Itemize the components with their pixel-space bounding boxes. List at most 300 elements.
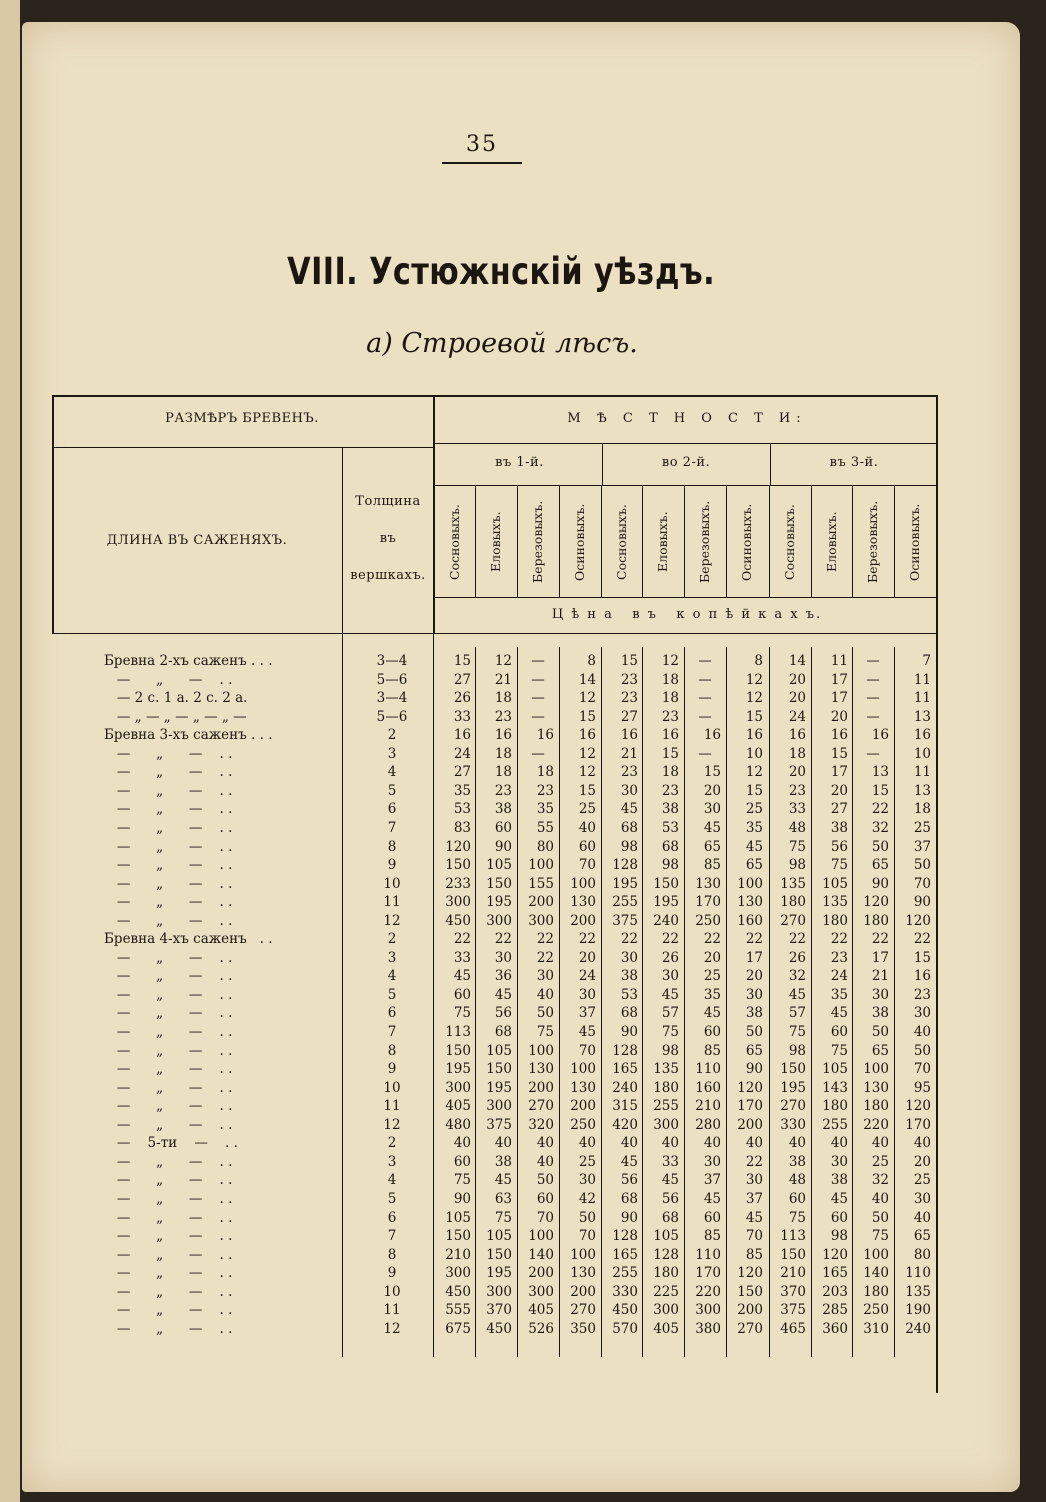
price-cell: 50 — [913, 1042, 931, 1059]
price-cell: 11 — [830, 653, 848, 669]
price-cell: 25 — [871, 1153, 889, 1170]
row-length-label: — „ — . . — [104, 1265, 233, 1282]
table-row — [52, 1247, 938, 1266]
row-thickness: 11 — [383, 1098, 401, 1115]
price-cell: 75 — [871, 1228, 889, 1245]
price-cell: 24 — [788, 708, 806, 725]
price-cell: — — [866, 671, 880, 688]
row-thickness: 11 — [383, 1302, 401, 1319]
price-cell: 90 — [913, 894, 931, 911]
row-thickness: 7 — [387, 1228, 397, 1245]
price-cell: 56 — [620, 1172, 638, 1189]
price-cell: 270 — [737, 1320, 763, 1337]
price-cell: 18 — [788, 745, 806, 762]
price-cell: 100 — [570, 1061, 596, 1078]
price-cell: 20 — [788, 671, 806, 688]
table-row — [52, 1284, 938, 1303]
species-header: Березовыхъ. — [697, 500, 712, 584]
species-header: Березовыхъ. — [865, 500, 880, 584]
price-cell: 570 — [612, 1320, 638, 1337]
price-cell: 45 — [745, 1209, 763, 1226]
price-cell: 113 — [780, 1228, 806, 1245]
price-cell: 16 — [913, 727, 931, 744]
price-cell: 50 — [578, 1209, 596, 1226]
price-cell: 57 — [788, 1005, 806, 1022]
price-cell: 38 — [830, 1172, 848, 1189]
price-cell: 22 — [871, 931, 889, 948]
row-thickness: 10 — [383, 875, 401, 892]
price-cell: 16 — [913, 968, 931, 985]
price-cell: 170 — [737, 1098, 763, 1115]
price-cell: 300 — [653, 1302, 679, 1319]
price-cell: 12 — [494, 653, 512, 669]
price-cell: 22 — [453, 931, 471, 948]
row-thickness: 11 — [383, 894, 401, 911]
price-cell: 20 — [913, 1153, 931, 1170]
price-cell: 130 — [695, 875, 721, 892]
row-thickness: 2 — [387, 727, 397, 744]
price-cell: 37 — [703, 1172, 721, 1189]
document-page — [22, 22, 1020, 1492]
row-thickness: 6 — [387, 1005, 397, 1022]
price-cell: 60 — [830, 1209, 848, 1226]
price-cell: 220 — [863, 1116, 889, 1133]
price-cell: 160 — [695, 1079, 721, 1096]
price-cell: — — [531, 671, 545, 688]
price-cell: 53 — [620, 986, 638, 1003]
price-cell: 65 — [703, 838, 721, 855]
row-length-label: — „ — . . — [104, 838, 233, 855]
price-cell: 22 — [494, 931, 512, 948]
row-thickness: 7 — [387, 1024, 397, 1040]
price-cell: 150 — [780, 1246, 806, 1263]
row-thickness: 5 — [387, 782, 397, 799]
header-places: М Ѣ С Т Н О С Т И: — [567, 411, 807, 426]
price-cell: 220 — [695, 1283, 721, 1300]
price-cell: 65 — [745, 1042, 763, 1059]
price-cell: 75 — [536, 1024, 554, 1040]
row-length-label: — „ — „ — „ — „ — — [104, 708, 247, 725]
price-cell: 450 — [612, 1302, 638, 1319]
price-cell: 17 — [830, 690, 848, 707]
price-cell: 98 — [661, 1042, 679, 1059]
price-cell: 370 — [486, 1302, 512, 1319]
price-cell: 22 — [745, 931, 763, 948]
row-length-label: Бревна 3-хъ саженъ . . . — [104, 727, 273, 744]
price-cell: 16 — [453, 727, 471, 744]
price-cell: 22 — [578, 931, 596, 948]
table-row — [52, 1135, 938, 1154]
price-cell: 65 — [745, 857, 763, 874]
price-cell: 16 — [494, 727, 512, 744]
price-cell: 20 — [788, 690, 806, 707]
price-cell: 38 — [788, 1153, 806, 1170]
price-cell: 195 — [486, 1265, 512, 1282]
price-cell: 16 — [661, 727, 679, 744]
row-thickness: 4 — [387, 968, 397, 985]
price-cell: 30 — [703, 801, 721, 818]
price-cell: 170 — [695, 1265, 721, 1282]
price-cell: 15 — [453, 653, 471, 669]
price-cell: 56 — [830, 838, 848, 855]
price-cell: 20 — [830, 782, 848, 799]
price-cell: 233 — [445, 875, 471, 892]
price-cell: 15 — [871, 782, 889, 799]
price-cell: 12 — [745, 764, 763, 781]
price-cell: 23 — [788, 782, 806, 799]
price-cell: 98 — [830, 1228, 848, 1245]
table-rule — [852, 485, 853, 597]
price-cell: 60 — [788, 1190, 806, 1207]
price-cell: 165 — [822, 1265, 848, 1282]
row-thickness: 3 — [387, 1153, 397, 1170]
price-cell: 75 — [453, 1005, 471, 1022]
price-cell: 20 — [830, 708, 848, 725]
row-length-label: — „ — . . — [104, 1302, 233, 1319]
price-cell: 315 — [612, 1098, 638, 1115]
price-cell: 23 — [620, 671, 638, 688]
price-cell: 150 — [653, 875, 679, 892]
price-cell: 21 — [494, 671, 512, 688]
price-cell: 100 — [863, 1061, 889, 1078]
price-cell: 450 — [445, 1283, 471, 1300]
price-cell: 200 — [737, 1302, 763, 1319]
section-title: VIII. Устюжнскій уѣздъ. — [287, 250, 716, 293]
price-cell: 27 — [453, 764, 471, 781]
price-cell: 32 — [871, 1172, 889, 1189]
price-cell: 380 — [695, 1320, 721, 1337]
species-header: Сосновыхъ. — [614, 504, 629, 580]
row-length-label: — „ — . . — [104, 745, 233, 762]
price-cell: 300 — [653, 1116, 679, 1133]
price-cell: 180 — [822, 1098, 848, 1115]
price-cell: 200 — [570, 912, 596, 929]
table-row — [52, 931, 938, 950]
price-cell: 68 — [620, 819, 638, 836]
price-cell: 105 — [822, 1061, 848, 1078]
row-thickness: 9 — [387, 1061, 397, 1078]
price-cell: 45 — [494, 986, 512, 1003]
price-cell: 68 — [494, 1024, 512, 1040]
price-cell: 23 — [913, 986, 931, 1003]
price-cell: 33 — [788, 801, 806, 818]
price-cell: 150 — [486, 1061, 512, 1078]
table-row — [52, 653, 938, 672]
price-cell: 105 — [653, 1228, 679, 1245]
price-cell: 120 — [905, 1098, 931, 1115]
table-rule — [342, 447, 343, 633]
table-rule — [894, 485, 895, 597]
row-thickness: 5—6 — [376, 671, 408, 688]
price-cell: 75 — [788, 1024, 806, 1040]
table-row — [52, 1098, 938, 1117]
price-cell: 8 — [754, 653, 763, 669]
price-cell: 22 — [620, 931, 638, 948]
price-cell: 30 — [703, 1153, 721, 1170]
price-cell: 120 — [445, 838, 471, 855]
table-rule — [435, 485, 936, 486]
table-rule — [475, 485, 476, 597]
price-cell: 70 — [578, 1042, 596, 1059]
price-cell: 50 — [871, 1209, 889, 1226]
price-cell: 30 — [913, 1190, 931, 1207]
price-cell: 130 — [570, 1265, 596, 1282]
price-cell: 38 — [830, 819, 848, 836]
row-length-label: — „ — . . — [104, 819, 233, 836]
price-cell: 22 — [536, 931, 554, 948]
row-length-label: — „ — . . — [104, 782, 233, 799]
price-cell: 10 — [745, 745, 763, 762]
price-cell: 150 — [737, 1283, 763, 1300]
table-row — [52, 783, 938, 802]
price-cell: 45 — [453, 968, 471, 985]
species-header: Еловыхъ. — [824, 511, 839, 573]
section-subtitle: a) Строевой лѣсъ. — [366, 328, 638, 359]
price-cell: 26 — [661, 949, 679, 966]
species-header: Осиновыхъ. — [572, 503, 587, 581]
price-cell: 270 — [780, 912, 806, 929]
price-cell: 320 — [528, 1116, 554, 1133]
price-cell: 16 — [578, 727, 596, 744]
price-cell: 280 — [695, 1116, 721, 1133]
price-cell: 45 — [703, 1005, 721, 1022]
price-cell: 170 — [695, 894, 721, 911]
price-cell: 105 — [486, 1228, 512, 1245]
price-cell: 20 — [703, 949, 721, 966]
price-cell: 22 — [871, 801, 889, 818]
price-cell: 23 — [494, 708, 512, 725]
price-cell: 33 — [453, 708, 471, 725]
price-cell: 190 — [905, 1302, 931, 1319]
price-cell: 200 — [737, 1116, 763, 1133]
price-cell: 15 — [661, 745, 679, 762]
price-cell: 63 — [494, 1190, 512, 1207]
price-cell: 24 — [830, 968, 848, 985]
price-cell: 13 — [913, 782, 931, 799]
header-thickness-line: въ — [379, 531, 397, 546]
price-cell: 18 — [494, 690, 512, 707]
price-cell: 22 — [661, 931, 679, 948]
price-cell: 300 — [695, 1302, 721, 1319]
row-length-label: — „ — . . — [104, 875, 233, 892]
price-cell: 526 — [528, 1320, 554, 1337]
price-cell: 45 — [620, 1153, 638, 1170]
price-cell: 30 — [578, 986, 596, 1003]
price-cell: 8 — [587, 653, 596, 669]
row-length-label: — „ — . . — [104, 1246, 233, 1263]
price-cell: 36 — [494, 968, 512, 985]
table-row — [52, 839, 938, 858]
table-rule — [559, 485, 560, 597]
price-cell: 200 — [528, 1079, 554, 1096]
price-cell: 85 — [745, 1246, 763, 1263]
price-cell: 98 — [788, 1042, 806, 1059]
price-cell: 90 — [620, 1024, 638, 1040]
price-cell: 465 — [780, 1320, 806, 1337]
species-header: Сосновыхъ. — [782, 504, 797, 580]
price-cell: 27 — [453, 671, 471, 688]
price-cell: 32 — [871, 819, 889, 836]
price-cell: 16 — [788, 727, 806, 744]
price-cell: 37 — [913, 838, 931, 855]
table-row — [52, 968, 938, 987]
table-row — [52, 1302, 938, 1321]
price-cell: 375 — [486, 1116, 512, 1133]
price-cell: 60 — [453, 986, 471, 1003]
page-number-rule — [442, 162, 522, 164]
row-length-label: — „ — . . — [104, 1320, 233, 1337]
table-rule — [602, 443, 603, 485]
price-cell: 90 — [745, 1061, 763, 1078]
table-row — [52, 857, 938, 876]
table-row — [52, 1080, 938, 1099]
locality-1: въ 1-й. — [495, 455, 544, 470]
price-cell: 18 — [913, 801, 931, 818]
price-cell: 40 — [578, 819, 596, 836]
table-rule — [642, 485, 643, 597]
price-cell: 75 — [661, 1024, 679, 1040]
price-cell: 22 — [788, 931, 806, 948]
price-cell: 100 — [737, 875, 763, 892]
price-cell: 40 — [536, 1135, 554, 1152]
price-cell: 30 — [871, 986, 889, 1003]
row-length-label: — „ — . . — [104, 968, 233, 985]
price-cell: 37 — [745, 1190, 763, 1207]
table-row — [52, 672, 938, 691]
price-cell: 45 — [661, 986, 679, 1003]
price-cell: 18 — [661, 671, 679, 688]
price-cell: 270 — [528, 1098, 554, 1115]
row-thickness: 5 — [387, 986, 397, 1003]
price-cell: 21 — [871, 968, 889, 985]
price-cell: — — [866, 708, 880, 725]
price-cell: 195 — [612, 875, 638, 892]
price-cell: 35 — [703, 986, 721, 1003]
price-cell: 110 — [695, 1246, 721, 1263]
table-row — [52, 894, 938, 913]
price-cell: — — [698, 690, 712, 707]
price-cell: 135 — [653, 1061, 679, 1078]
table-row — [52, 987, 938, 1006]
price-cell: 20 — [703, 782, 721, 799]
price-cell: 160 — [737, 912, 763, 929]
price-cell: 105 — [445, 1209, 471, 1226]
price-cell: 60 — [830, 1024, 848, 1040]
price-cell: 45 — [745, 838, 763, 855]
row-thickness: 8 — [387, 1246, 397, 1263]
species-header: Еловыхъ. — [655, 511, 670, 573]
header-thickness — [342, 483, 434, 594]
price-cell: 150 — [445, 1228, 471, 1245]
row-length-label: — „ — . . — [104, 1116, 233, 1133]
previous-page-edge — [0, 0, 20, 1502]
price-cell: 135 — [822, 894, 848, 911]
price-cell: 95 — [913, 1079, 931, 1096]
row-thickness: 8 — [387, 838, 397, 855]
price-cell: 70 — [536, 1209, 554, 1226]
table-row — [52, 801, 938, 820]
species-header: Сосновыхъ. — [447, 504, 462, 580]
row-length-label: — „ — . . — [104, 1024, 233, 1040]
price-cell: 110 — [695, 1061, 721, 1078]
row-thickness: 3 — [387, 745, 397, 762]
price-cell: 68 — [620, 1190, 638, 1207]
table-rule — [770, 443, 771, 485]
row-thickness: 3—4 — [376, 690, 408, 707]
price-cell: 27 — [830, 801, 848, 818]
price-table — [52, 395, 938, 1393]
price-cell: 23 — [620, 690, 638, 707]
price-cell: 15 — [578, 708, 596, 725]
price-cell: 12 — [661, 653, 679, 669]
row-length-label: — „ — . . — [104, 949, 233, 966]
table-rule — [435, 443, 936, 444]
price-cell: 23 — [536, 782, 554, 799]
page-number: 35 — [466, 132, 498, 157]
table-rule — [517, 485, 518, 597]
price-cell: 110 — [905, 1265, 931, 1282]
price-cell: 405 — [445, 1098, 471, 1115]
species-header: Еловыхъ. — [488, 511, 503, 573]
price-cell: 25 — [913, 1172, 931, 1189]
table-rule — [601, 485, 602, 597]
price-cell: — — [698, 708, 712, 725]
price-cell: 195 — [653, 894, 679, 911]
price-cell: 85 — [703, 1228, 721, 1245]
price-cell: 300 — [445, 1079, 471, 1096]
table-rule — [52, 633, 936, 634]
price-cell: 255 — [612, 894, 638, 911]
price-cell: 35 — [453, 782, 471, 799]
row-thickness: 12 — [383, 1320, 401, 1337]
species-header: Березовыхъ. — [530, 500, 545, 584]
price-cell: 30 — [578, 1172, 596, 1189]
table-rule — [726, 485, 727, 597]
price-cell: 285 — [822, 1302, 848, 1319]
row-thickness: 10 — [383, 1283, 401, 1300]
price-cell: 105 — [486, 1042, 512, 1059]
locality-2: во 2-й. — [661, 455, 711, 470]
price-cell: 48 — [788, 1172, 806, 1189]
price-cell: 140 — [863, 1265, 889, 1282]
table-row — [52, 1117, 938, 1136]
price-cell: 135 — [905, 1283, 931, 1300]
price-cell: 11 — [913, 764, 931, 781]
price-cell: 100 — [570, 1246, 596, 1263]
price-cell: 48 — [788, 819, 806, 836]
table-rule — [684, 485, 685, 597]
price-cell: 270 — [570, 1302, 596, 1319]
price-cell: 100 — [528, 1042, 554, 1059]
price-cell: 90 — [453, 1190, 471, 1207]
price-cell: 22 — [745, 1153, 763, 1170]
price-cell: 85 — [703, 857, 721, 874]
price-cell: 30 — [830, 1153, 848, 1170]
price-cell: 40 — [578, 1135, 596, 1152]
price-cell: 330 — [780, 1116, 806, 1133]
price-cell: 35 — [830, 986, 848, 1003]
price-cell: 60 — [703, 1024, 721, 1040]
price-cell: 300 — [445, 894, 471, 911]
price-cell: 56 — [494, 1005, 512, 1022]
table-row — [52, 746, 938, 765]
price-cell: 40 — [494, 1135, 512, 1152]
price-cell: — — [866, 745, 880, 762]
row-thickness: 3—4 — [376, 653, 408, 669]
row-length-label: — „ — . . — [104, 857, 233, 874]
price-cell: 255 — [822, 1116, 848, 1133]
price-cell: 180 — [822, 912, 848, 929]
